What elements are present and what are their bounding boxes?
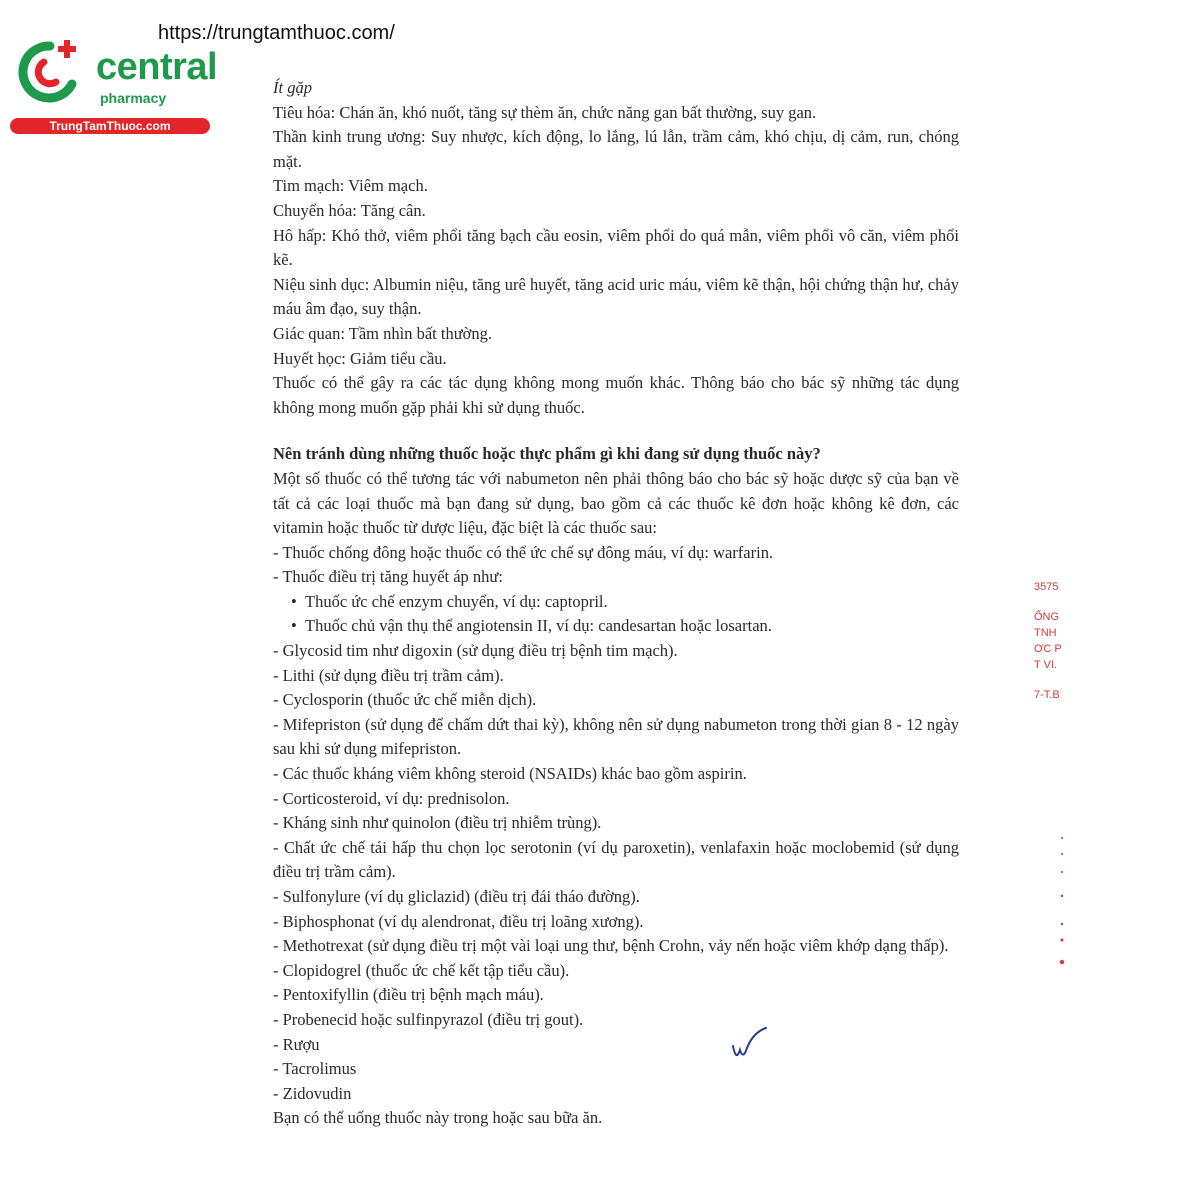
list-item: - Mifepriston (sử dụng để chấm dứt thai kỳ), không nên sử dụng nabumeton trong thời gian 8 - 12 ngày sau khi sử dụng mifepriston. bbox=[273, 714, 959, 759]
list-item: - Probenecid hoặc sulfinpyrazol (điều trị gout). bbox=[273, 1009, 584, 1029]
red-stamp-fragment bbox=[1034, 580, 1074, 704]
brand-name: central bbox=[96, 46, 218, 88]
list-item: - Sulfonylure (ví dụ gliclazid) (điều trị đái tháo đường). bbox=[273, 887, 640, 906]
list-item: - Methotrexat (sử dụng điều trị một vài loại ung thư, bệnh Crohn, vảy nến hoặc viêm khớp dạng thấp). bbox=[273, 936, 949, 956]
stamp-number: 3575 bbox=[1034, 581, 1059, 593]
list-item: - Các thuốc kháng viêm không steroid (NSAIDs) khác bao gồm aspirin. bbox=[273, 764, 747, 784]
list-item: - Clopidogrel (thuốc ức chế kết tập tiểu cầu). bbox=[273, 960, 570, 980]
section-label: Ít gặp bbox=[273, 78, 312, 97]
side-effect-metabolic: Chuyển hóa: Tăng cân. bbox=[273, 200, 426, 220]
list-item: - Kháng sinh như quinolon (điều trị nhiễm trùng). bbox=[273, 813, 602, 833]
stamp-line: ƠC P bbox=[1034, 643, 1062, 655]
list-item: - Thuốc chống đông hoặc thuốc có thể ức chế sự đông máu, ví dụ: warfarin. bbox=[273, 542, 774, 562]
leaflet-body bbox=[273, 76, 959, 1131]
stamp-line: 7-T.B bbox=[1034, 689, 1060, 701]
source-url[interactable]: https://trungtamthuoc.com/ bbox=[158, 22, 395, 44]
list-item: - Thuốc điều trị tăng huyết áp như: bbox=[273, 567, 503, 587]
bullet-text: Thuốc ức chế enzym chuyển, ví dụ: captopril. bbox=[305, 591, 608, 611]
list-item: - Cyclosporin (thuốc ức chế miễn dịch). bbox=[273, 690, 537, 710]
stamp-line: TNH bbox=[1034, 627, 1057, 639]
bullet-item bbox=[273, 614, 959, 639]
list-item: - Pentoxifyllin (điều trị bệnh mạch máu). bbox=[273, 985, 544, 1005]
stamp-edge-marks bbox=[1056, 832, 1068, 972]
side-effect-notice: Thuốc có thể gây ra các tác dụng không mong muốn khác. Thông báo cho bác sỹ những tác dụng không mong muốn gặp phải khi sử dụng thuốc. bbox=[273, 373, 959, 417]
side-effect-respiratory: Hô hấp: Khó thở, viêm phổi tăng bạch cầu eosin, viêm phổi do quá mẫn, viêm phổi vô căn, viêm phổi kẽ. bbox=[273, 225, 959, 270]
list-item: - Zidovudin bbox=[273, 1083, 352, 1103]
list-item: - Chất ức chế tái hấp thu chọn lọc serotonin (ví dụ paroxetin), venlafaxin hoặc moclobemid (sử dụng điều trị trầm cảm). bbox=[273, 837, 959, 882]
brand-subtitle: pharmacy bbox=[100, 90, 167, 106]
side-effect-cardio: Tim mạch: Viêm mạch. bbox=[273, 176, 428, 196]
side-effect-digestive: Tiêu hóa: Chán ăn, khó nuốt, tăng sự thèm ăn, chức năng gan bất thường, suy gan. bbox=[273, 102, 817, 122]
side-effect-hematologic: Huyết học: Giảm tiểu cầu. bbox=[273, 348, 447, 368]
side-effect-cns: Thần kinh trung ương: Suy nhược, kích động, lo lắng, lú lẫn, trầm cảm, khó chịu, dị cảm, run, chóng mặt. bbox=[273, 127, 959, 171]
central-pharmacy-logo[interactable] bbox=[10, 38, 220, 138]
site-badge: TrungTamThuoc.com bbox=[10, 118, 210, 134]
bullet-text: Thuốc chủ vận thụ thể angiotensin II, ví dụ: candesartan hoặc losartan. bbox=[305, 616, 772, 636]
side-effect-sensory: Giác quan: Tầm nhìn bất thường. bbox=[273, 323, 492, 343]
list-item: - Biphosphonat (ví dụ alendronat, điều trị loãng xương). bbox=[273, 911, 644, 931]
side-effect-urogenital: Niệu sinh dục: Albumin niệu, tăng urê huyết, tăng acid uric máu, viêm kẽ thận, hội chứng thận hư, chảy máu âm đạo, suy thận. bbox=[273, 274, 959, 319]
pharmacy-logo-icon bbox=[10, 38, 88, 106]
handwritten-initial bbox=[730, 1026, 770, 1066]
list-item: - Glycosid tim như digoxin (sử dụng điều trị bệnh tim mạch). bbox=[273, 641, 678, 661]
list-item: - Tacrolimus bbox=[273, 1059, 357, 1079]
interactions-heading: Nên tránh dùng những thuốc hoặc thực phẩm gì khi đang sử dụng thuốc này? bbox=[273, 444, 821, 464]
stamp-line: ỐNG bbox=[1034, 611, 1060, 623]
bullet-item bbox=[273, 590, 959, 615]
list-item: - Rượu bbox=[273, 1034, 320, 1054]
interactions-intro: Một số thuốc có thể tương tác với nabumeton nên phải thông báo cho bác sỹ hoặc dược sỹ của bạn về tất cả các loại thuốc mà bạn đang sử dụng, bao gồm cả các thuốc kê đơn hoặc không kê đơn, các vitamin hoặc thuốc từ dược liệu, đặc biệt là các thuốc sau: bbox=[273, 468, 959, 538]
closing-note: Bạn có thể uống thuốc này trong hoặc sau bữa ăn. bbox=[273, 1108, 603, 1128]
list-item: - Lithi (sử dụng điều trị trầm cảm). bbox=[273, 665, 504, 685]
list-item: - Corticosteroid, ví dụ: prednisolon. bbox=[273, 788, 510, 808]
stamp-line: T VI. bbox=[1034, 659, 1058, 671]
